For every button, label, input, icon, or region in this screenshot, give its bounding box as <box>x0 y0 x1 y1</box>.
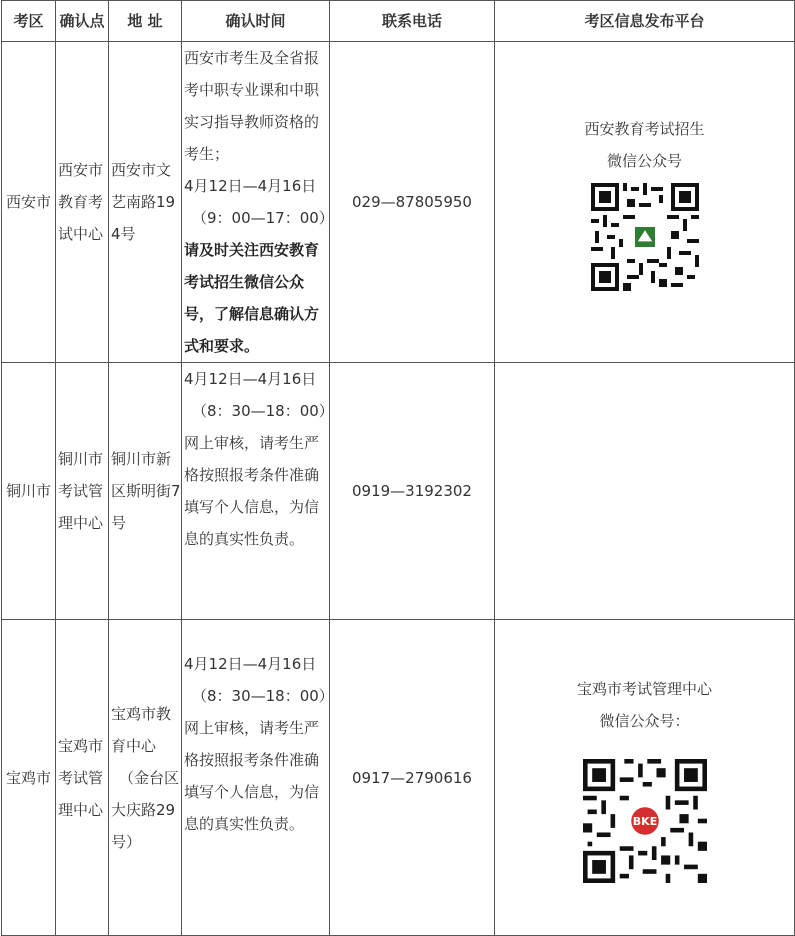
header-phone: 联系电话 <box>330 1 495 42</box>
table-row <box>2 363 795 620</box>
platform-cell <box>495 620 795 936</box>
qr-badge-text: BKE <box>632 814 657 828</box>
header-address: 地 址 <box>109 1 182 42</box>
platform-cell <box>495 363 795 620</box>
time-cell <box>182 42 334 363</box>
info-table <box>1 0 795 936</box>
region-cell: 西安市 <box>2 42 56 363</box>
time-line: 4月12日—4月16日 <box>184 655 317 673</box>
platform-subtitle: 微信公众号 <box>606 152 682 170</box>
time-line: 网上审核，请考生严格按照报考条件准确填写个人信息，为信息的真实性负责。 <box>184 719 320 833</box>
platform-name: 西安教育考试招生 <box>584 120 705 138</box>
time-cell <box>182 620 334 936</box>
header-time: 确认时间 <box>182 1 330 42</box>
phone-cell: 029—87805950 <box>330 42 495 363</box>
address-detail: （金台区大庆路29号） <box>111 768 180 851</box>
header-row <box>2 1 795 42</box>
table-row <box>2 42 795 363</box>
phone-cell: 0919—3192302 <box>330 363 495 620</box>
phone-cell: 0917—2790616 <box>330 620 495 936</box>
header-region: 考区 <box>2 1 56 42</box>
time-cell <box>182 363 334 620</box>
point-cell: 铜川市考试管理中心 <box>56 363 109 620</box>
platform-cell <box>495 42 795 363</box>
time-line: 4月12日—4月16日 <box>184 370 317 388</box>
table-row <box>2 620 795 936</box>
point-cell: 宝鸡市考试管理中心 <box>56 620 109 936</box>
platform-name: 宝鸡市考试管理中心 <box>576 679 712 698</box>
time-line: （9：00—17：00） <box>192 209 334 227</box>
time-line: （8：30—18：00） <box>192 687 334 705</box>
platform-subtitle: 微信公众号： <box>599 711 690 730</box>
header-point: 确认点 <box>56 1 109 42</box>
time-line: 网上审核，请考生严格按照报考条件准确填写个人信息，为信息的真实性负责。 <box>184 434 320 548</box>
address-cell: 铜川市新区斯明街7号 <box>109 363 182 620</box>
time-line: 4月12日—4月16日 <box>184 177 317 195</box>
address-line: 宝鸡市教育中心 <box>111 704 172 755</box>
address-cell: 西安市文艺南路194号 <box>109 42 182 363</box>
header-platform: 考区信息发布平台 <box>495 1 795 42</box>
address-cell <box>109 620 182 936</box>
time-line: 西安市考生及全省报考中职专业课和中职实习指导教师资格的考生； <box>184 49 320 163</box>
region-cell: 铜川市 <box>2 363 56 620</box>
qr-code-icon[interactable] <box>583 759 707 883</box>
time-note: 请及时关注西安教育考试招生微信公众号，了解信息确认方式和要求。 <box>184 241 320 355</box>
region-cell: 宝鸡市 <box>2 620 56 936</box>
time-line: （8：30—18：00） <box>192 402 334 420</box>
point-cell: 西安市教育考试中心 <box>56 42 109 363</box>
qr-code-icon[interactable] <box>591 183 699 291</box>
